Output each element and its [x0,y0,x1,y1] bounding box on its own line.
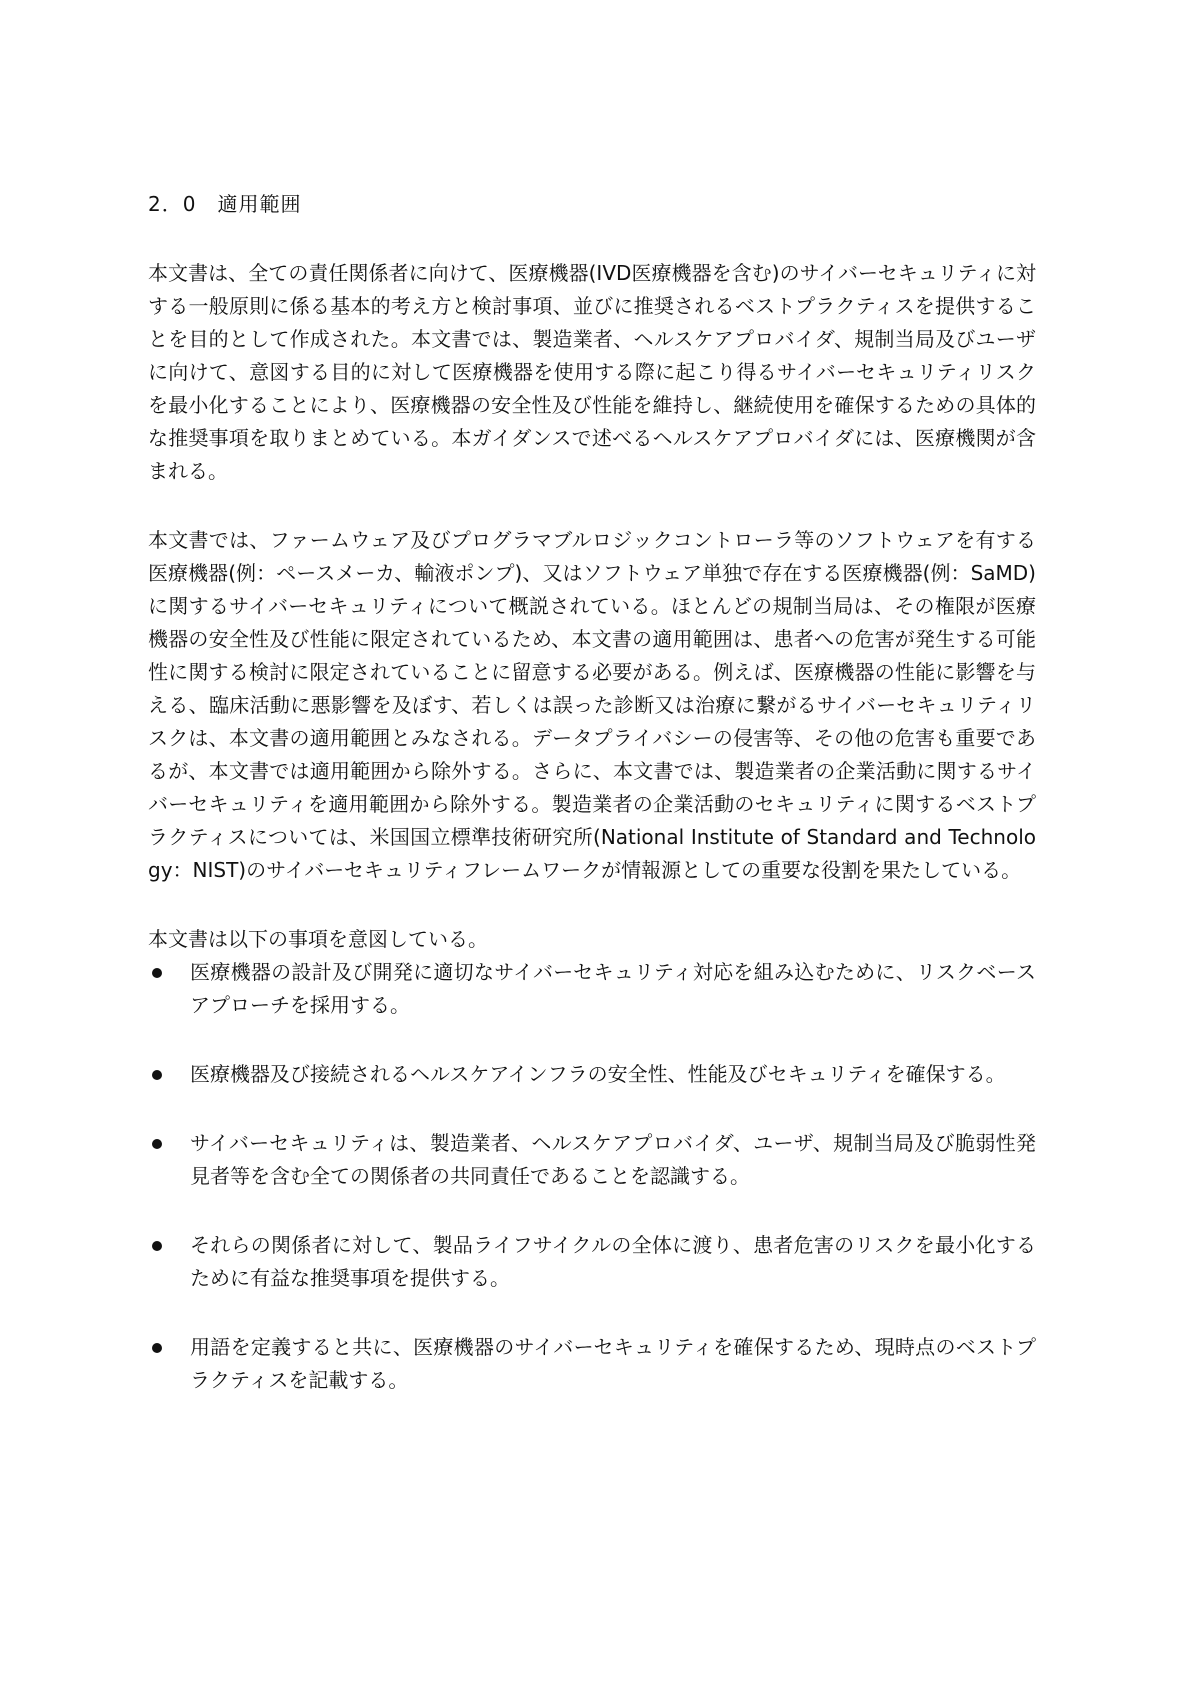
section-heading: 2．0 適用範囲 [148,192,302,216]
intent-intro: 本文書は以下の事項を意図している。 [148,927,488,951]
bullet-icon [152,1241,162,1251]
document-body [148,188,1036,1397]
paragraph-purpose: 本文書は、全ての責任関係者に向けて、医療機器(IVD医療機器を含む)のサイバーセキュリティに対する一般原則に係る基本的考え方と検討事項、並びに推奨されるベストプラクティスを提供することを目的として作成された。本文書では、製造業者、ヘルスケアプロバイダ、規制当局及びユーザに向けて、意図する目的に対して医療機器を使用する際に起こり得るサイバーセキュリティリスクを最小化することにより、医療機器の安全性及び性能を維持し、継続使用を確保するための具体的な推奨事項を取りまとめている。本ガイダンスで述べるヘルスケアプロバイダには、医療機関が含まれる。 [148,261,1036,483]
list-item [148,956,1036,1022]
list-item-text: 医療機器及び接続されるヘルスケアインフラの安全性、性能及びセキュリティを確保する。 [190,1062,1006,1086]
list-item-text: それらの関係者に対して、製品ライフサイクルの全体に渡り、患者危害のリスクを最小化するために有益な推奨事項を提供する。 [190,1233,1036,1290]
list-item-text: 医療機器の設計及び開発に適切なサイバーセキュリティ対応を組み込むために、リスクベースアプローチを採用する。 [190,960,1036,1017]
bullet-icon [152,968,162,978]
bullet-icon [152,1139,162,1149]
list-item [148,1331,1036,1397]
paragraph-scope: 本文書では、ファームウェア及びプログラマブルロジックコントローラ等のソフトウェアを有する医療機器(例：ペースメーカ、輸液ポンプ)、又はソフトウェア単独で存在する医療機器(例：SaMD)に関するサイバーセキュリティについて概説されている。ほとんどの規制当局は、その権限が医療機器の安全性及び性能に限定されているため、本文書の適用範囲は、患者への危害が発生する可能性に関する検討に限定されていることに留意する必要がある。例えば、医療機器の性能に影響を与える、臨床活動に悪影響を及ぼす、若しくは誤った診断又は治療に繋がるサイバーセキュリティリスクは、本文書の適用範囲とみなされる。データプライバシーの侵害等、その他の危害も重要であるが、本文書では適用範囲から除外する。さらに、本文書では、製造業者の企業活動に関するサイバーセキュリティを適用範囲から除外する。製造業者の企業活動のセキュリティに関するベストプラクティスについては、米国国立標準技術研究所(National Institute of Standard and Technology：NIST)のサイバーセキュリティフレームワークが情報源としての重要な役割を果たしている。 [148,528,1036,882]
list-item-text: サイバーセキュリティは、製造業者、ヘルスケアプロバイダ、ユーザ、規制当局及び脆弱性発見者等を含む全ての関係者の共同責任であることを認識する。 [190,1131,1036,1188]
list-item [148,1058,1036,1091]
list-item [148,1127,1036,1193]
list-item-text: 用語を定義すると共に、医療機器のサイバーセキュリティを確保するため、現時点のベストプラクティスを記載する。 [190,1335,1036,1392]
bullet-icon [152,1343,162,1353]
list-item [148,1229,1036,1295]
bullet-icon [152,1070,162,1080]
intent-list [148,956,1036,1397]
